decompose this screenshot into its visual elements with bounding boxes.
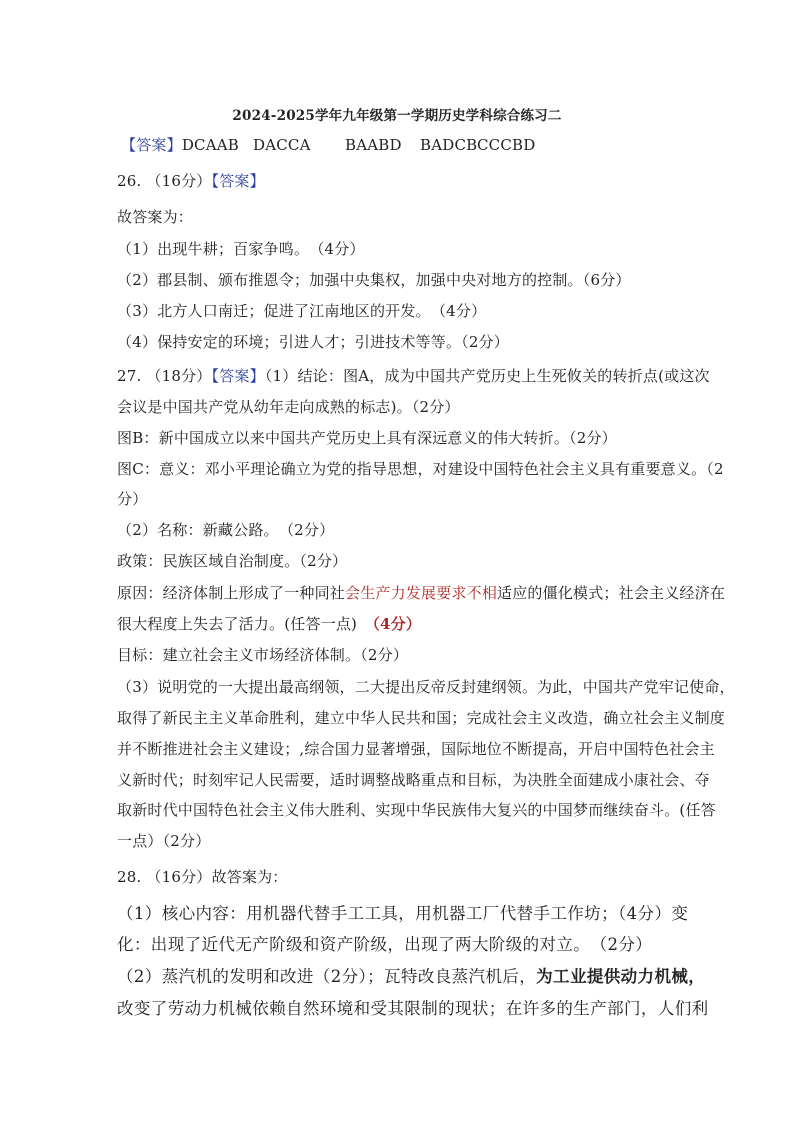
q27-reason-highlight: 会生产力发展要求不相 <box>345 584 498 602</box>
q26-line-2: （2）郡县制、颁布推恩令；加强中央集权，加强中央对地方的控制。（6分） <box>117 271 631 289</box>
q28-header: 28. （16分）故答案为： <box>117 868 288 886</box>
q27-answer-label: 【答案】 <box>211 367 265 385</box>
q27-line-16: 一点）（2分） <box>117 832 211 850</box>
mc-group-3: BAABD <box>345 136 402 154</box>
mc-group-2: DACCA <box>253 136 311 154</box>
q27-line-1 <box>117 367 710 385</box>
q28-line-3 <box>117 968 705 986</box>
q27-number: 27. （18分） <box>117 367 212 385</box>
q27-reason-score: （4分） <box>372 615 422 633</box>
q28-line-2: 化：出现了近代无产阶级和资产阶级，出现了两大阶级的对立。 （2分） <box>117 935 653 954</box>
q27-line-10: 目标：建立社会主义市场经济体制。（2分） <box>117 646 409 664</box>
q28-line-1: （1）核心内容：用机器代替手工工具，用机器工厂代替手工作坊；（4分）变 <box>117 904 689 923</box>
q27-line-3: 图B：新中国成立以来中国共产党历史上具有深远意义的伟大转折。（2分） <box>117 429 617 447</box>
q28-text-part-1: （2）蒸汽机的发明和改进（2分）；瓦特改良蒸汽机后， <box>117 967 537 986</box>
q27-reason-part-2: 适应的僵化模式；社会主义经济在 <box>497 584 726 602</box>
q27-line-4: 图C：意义：邓小平理论确立为党的指导思想，对建设中国特色社会主义具有重要意义。（2 <box>117 460 724 478</box>
q27-line-13: 并不断推进社会主义建设；,综合国力显著增强，国际地位不断提高，开启中国特色社会主 <box>117 740 715 758</box>
q26-line-3: （3）北方人口南迁；促进了江南地区的开发。 （4分） <box>117 302 487 320</box>
q27-line-11: （3）说明党的一大提出最高纲领，二大提出反帝反封建纲领。为此，中国共产党牢记使命， <box>117 678 735 696</box>
q26-number: 26. （16分） <box>117 172 212 190</box>
q27-reason-part-1: 原因：经济体制上形成了一种同社 <box>117 584 346 602</box>
q27-line-5: 分） <box>117 490 148 508</box>
q26-line-4: （4）保持安定的环境；引进人才；引进技术等等。（2分） <box>117 333 509 351</box>
q27-text-1: （1）结论：图A，成为中国共产党历史上生死攸关的转折点(或这次 <box>264 367 710 385</box>
q27-line-8 <box>117 584 725 602</box>
q28-line-4: 改变了劳动力机械依赖自然环境和受其限制的现状；在许多的生产部门，人们利 <box>117 999 709 1018</box>
mc-group-4: BADCB <box>420 136 478 154</box>
q28-bold-phrase: 为工业提供动力机械， <box>536 967 706 986</box>
q26-header <box>117 172 265 190</box>
mc-answer-row <box>121 136 239 154</box>
q26-line-1: （1）出现牛耕；百家争鸣。 （4分） <box>117 240 365 258</box>
mc-group-5: CCCBD <box>477 136 536 154</box>
q27-line-6: （2）名称：新藏公路。 （2分） <box>117 521 335 539</box>
q27-line-2: 会议是中国共产党从幼年走向成熟的标志)。（2分） <box>117 398 460 416</box>
mc-group-1: DCAAB <box>181 136 240 154</box>
q27-line-7: 政策：民族区域自治制度。（2分） <box>117 552 348 570</box>
q27-reason-part-3: 很大程度上失去了活力。(任答一点) <box>117 615 373 633</box>
q27-line-15: 取新时代中国特色社会主义伟大胜利、实现中华民族伟大复兴的中国梦而继续奋斗。(任答 <box>117 801 716 819</box>
q26-answer-label: 【答案】 <box>211 172 265 190</box>
q27-line-14: 义新时代；时刻牢记人民需要，适时调整战略重点和目标，为决胜全面建成小康社会、夺 <box>117 771 710 789</box>
q27-line-9 <box>117 615 421 633</box>
page-title: 2024-2025学年九年级第一学期历史学科综合练习二 <box>232 108 562 124</box>
q27-line-12: 取得了新民主主义革命胜利，建立中华人民共和国；完成社会主义改造，确立社会主义制度 <box>117 709 726 727</box>
q26-intro: 故答案为： <box>117 208 194 226</box>
answer-label: 【答案】 <box>121 136 182 154</box>
